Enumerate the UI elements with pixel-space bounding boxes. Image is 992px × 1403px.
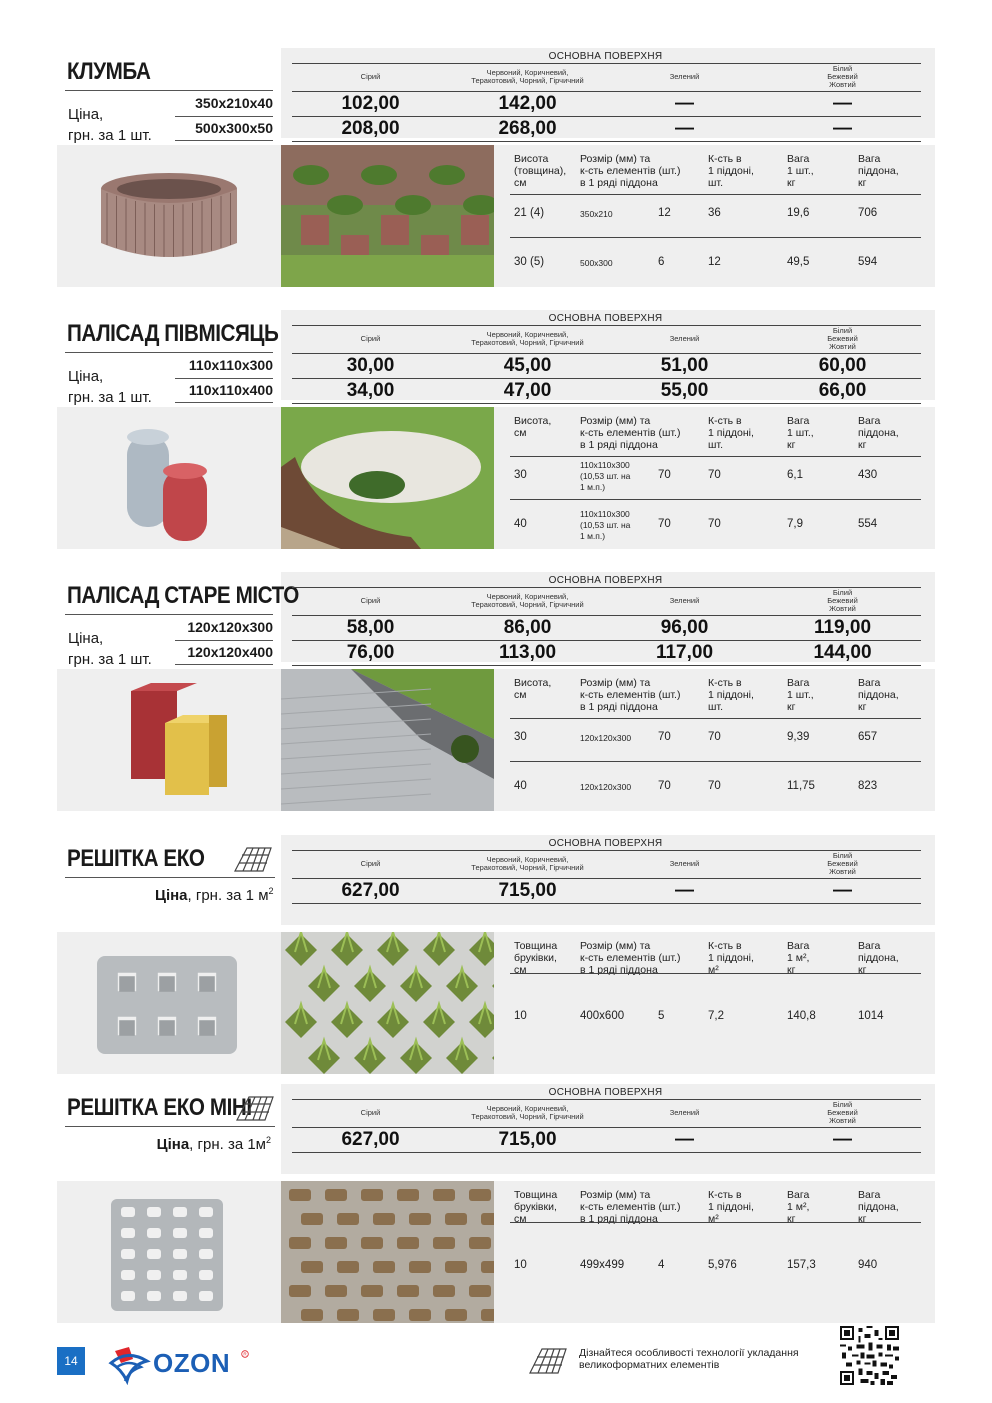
size-divider bbox=[175, 402, 273, 403]
colour-group-header bbox=[449, 593, 606, 609]
spec-header: К-сть в 1 піддоні, шт. bbox=[708, 153, 754, 189]
colour-group-header bbox=[606, 335, 763, 343]
header-rule bbox=[292, 615, 921, 616]
installation-photo-box bbox=[281, 669, 494, 811]
spec-cell: 940 bbox=[858, 1259, 878, 1271]
spec-header: К-сть в 1 піддоні, шт. bbox=[708, 677, 754, 713]
spec-cell: 5,976 bbox=[708, 1259, 737, 1271]
spec-cell: 30 bbox=[514, 731, 527, 743]
colour-group-line: Червоний, Коричневий, bbox=[486, 330, 569, 339]
product-section bbox=[57, 835, 935, 1075]
paving-grid-icon bbox=[235, 1094, 275, 1122]
footer-note-line1: Дізнайтеся особливості технології укладання bbox=[579, 1347, 799, 1359]
spec-rule bbox=[510, 194, 921, 195]
price-value: 96,00 bbox=[660, 617, 709, 638]
spec-cell: 19,6 bbox=[787, 207, 810, 219]
colour-group-line: Білий bbox=[832, 326, 853, 335]
price-value: — bbox=[833, 1129, 852, 1150]
price-value: 117,00 bbox=[655, 642, 714, 663]
header-rule bbox=[292, 1127, 921, 1128]
spec-header: Вага 1 м², кг bbox=[787, 1189, 810, 1225]
spec-cell: 4 bbox=[658, 1259, 665, 1271]
price-value: 142,00 bbox=[498, 93, 557, 114]
spec-cell: 657 bbox=[858, 731, 878, 743]
price-value: 627,00 bbox=[341, 880, 400, 901]
size-label: 110x110x400 bbox=[188, 382, 273, 398]
price-rule bbox=[292, 640, 921, 641]
colour-group-line: Жовтий bbox=[829, 80, 856, 89]
price-label-line1: Ціна, bbox=[68, 106, 104, 123]
colour-group-line: Теракотовий, Чорний, Гірчичний bbox=[471, 600, 584, 609]
colour-group-line: Зелений bbox=[669, 1108, 700, 1117]
spec-header: Вага піддона, кг bbox=[858, 940, 899, 976]
spec-cell: 11,75 bbox=[787, 780, 815, 792]
spec-header: Розмір (мм) та к-сть елементів (шт.) в 1 ряді піддона bbox=[580, 153, 681, 189]
price-label-sup: 2 bbox=[268, 886, 274, 896]
spec-cell: 70 bbox=[658, 518, 671, 530]
price-value: 627,00 bbox=[341, 1129, 400, 1150]
product-image-box bbox=[57, 407, 281, 549]
spec-header: Товщина бруківки, см bbox=[514, 940, 558, 976]
product-image-box bbox=[57, 1181, 281, 1323]
colour-group-line: Теракотовий, Чорний, Гірчичний bbox=[471, 863, 584, 872]
header-rule bbox=[292, 878, 921, 879]
installation-photo-box bbox=[281, 407, 494, 549]
product-title: КЛУМБА bbox=[67, 58, 151, 85]
spec-header: Висота, см bbox=[514, 677, 552, 701]
price-value: 66,00 bbox=[818, 380, 867, 401]
price-value: 144,00 bbox=[813, 642, 872, 663]
colour-group-line: Бежевий bbox=[827, 859, 858, 868]
spec-cell: 500x300 bbox=[580, 258, 613, 268]
qr-code-icon[interactable] bbox=[840, 1326, 899, 1385]
colour-group-line: Білий bbox=[832, 1100, 853, 1109]
size-label: 500x300x50 bbox=[195, 120, 273, 136]
colour-group-line: Білий bbox=[832, 64, 853, 73]
page-number: 14 bbox=[57, 1347, 85, 1375]
spec-header: Розмір (мм) та к-сть елементів (шт.) в 1 ряді піддона bbox=[580, 415, 681, 451]
spec-cell: 594 bbox=[858, 256, 878, 268]
colour-group-header bbox=[449, 331, 606, 347]
ozon-logo-text: OZON bbox=[153, 1348, 231, 1378]
surface-header: ОСНОВНА ПОВЕРХНЯ bbox=[548, 51, 663, 62]
price-value: 51,00 bbox=[660, 355, 709, 376]
spec-rule bbox=[510, 237, 921, 238]
price-label-line2: грн. за 1 шт. bbox=[68, 127, 152, 144]
header-rule bbox=[292, 1099, 921, 1100]
spec-cell: 49,5 bbox=[787, 256, 810, 268]
price-label-line1: Ціна, bbox=[68, 368, 104, 385]
price-value: 55,00 bbox=[660, 380, 709, 401]
header-rule bbox=[292, 91, 921, 92]
spec-cell: 110x110x300 (10,53 шт. на 1 м.п.) bbox=[580, 460, 631, 492]
colour-group-header bbox=[292, 860, 449, 868]
paving-grid-icon bbox=[233, 845, 273, 873]
spec-cell: 6,1 bbox=[787, 469, 803, 481]
price-value: 113,00 bbox=[498, 642, 557, 663]
spec-cell: 430 bbox=[858, 469, 878, 481]
title-divider bbox=[65, 352, 273, 353]
price-value: — bbox=[833, 118, 852, 139]
price-rule bbox=[292, 141, 921, 142]
spec-rule bbox=[510, 1222, 921, 1223]
surface-header: ОСНОВНА ПОВЕРХНЯ bbox=[548, 838, 663, 849]
product-title: РЕШІТКА ЕКО bbox=[67, 845, 205, 872]
spec-header: Вага піддона, кг bbox=[858, 1189, 899, 1225]
size-label: 120x120x400 bbox=[187, 644, 273, 660]
surface-header: ОСНОВНА ПОВЕРХНЯ bbox=[548, 575, 663, 586]
colour-group-line: Бежевий bbox=[827, 596, 858, 605]
price-label bbox=[68, 628, 152, 670]
title-divider bbox=[65, 1126, 275, 1127]
colour-group-line: Зелений bbox=[669, 334, 700, 343]
spec-cell: 10 bbox=[514, 1259, 527, 1271]
colour-group-line: Сірий bbox=[360, 1108, 381, 1117]
colour-group-line: Червоний, Коричневий, bbox=[486, 68, 569, 77]
spec-cell: 9,39 bbox=[787, 731, 810, 743]
title-divider bbox=[65, 877, 275, 878]
colour-group-line: Жовтий bbox=[829, 604, 856, 613]
size-divider bbox=[175, 640, 273, 641]
spec-cell: 40 bbox=[514, 780, 527, 792]
spec-header: Товщина бруківки, см bbox=[514, 1189, 558, 1225]
spec-cell: 110x110x300 (10,53 шт. на 1 м.п.) bbox=[580, 509, 631, 541]
product-image-box bbox=[57, 932, 281, 1074]
colour-group-header bbox=[292, 335, 449, 343]
spec-rule bbox=[510, 456, 921, 457]
spec-header: Розмір (мм) та к-сть елементів (шт.) в 1 ряді піддона bbox=[580, 677, 681, 713]
header-rule bbox=[292, 850, 921, 851]
price-value: 34,00 bbox=[346, 380, 395, 401]
colour-group-line: Зелений bbox=[669, 859, 700, 868]
size-label: 110x110x300 bbox=[188, 357, 273, 373]
installation-photo-box bbox=[281, 145, 494, 287]
colour-group-line: Білий bbox=[832, 851, 853, 860]
size-divider bbox=[175, 140, 273, 141]
spec-cell: 350x210 bbox=[580, 209, 613, 219]
spec-cell: 554 bbox=[858, 518, 878, 530]
product-section bbox=[57, 1084, 935, 1324]
spec-cell: 30 (5) bbox=[514, 256, 545, 268]
price-rule bbox=[292, 665, 921, 666]
spec-cell: 5 bbox=[658, 1010, 665, 1022]
price-rule bbox=[292, 403, 921, 404]
colour-group-line: Червоний, Коричневий, bbox=[486, 592, 569, 601]
spec-cell: 823 bbox=[858, 780, 878, 792]
colour-group-header bbox=[292, 597, 449, 605]
spec-header: Вага 1 шт., кг bbox=[787, 153, 814, 189]
price-value: 58,00 bbox=[346, 617, 395, 638]
price-rule bbox=[292, 1152, 921, 1153]
price-label-unit: , грн. за 1 м bbox=[187, 887, 269, 904]
price-value: — bbox=[833, 93, 852, 114]
price-value: 119,00 bbox=[813, 617, 872, 638]
product-section bbox=[57, 572, 935, 812]
spec-cell: 70 bbox=[708, 469, 721, 481]
price-value: 208,00 bbox=[341, 118, 400, 139]
colour-group-line: Бежевий bbox=[827, 334, 858, 343]
installation-photo bbox=[281, 669, 494, 811]
spec-cell: 1014 bbox=[858, 1010, 884, 1022]
price-value: 102,00 bbox=[341, 93, 400, 114]
spec-cell: 36 bbox=[708, 207, 721, 219]
spec-rule bbox=[510, 499, 921, 500]
price-value: 86,00 bbox=[503, 617, 552, 638]
spec-header: Вага піддона, кг bbox=[858, 153, 899, 189]
price-value: 30,00 bbox=[346, 355, 395, 376]
product-image bbox=[57, 407, 281, 549]
footer-note bbox=[579, 1347, 799, 1371]
price-value: — bbox=[675, 880, 694, 901]
size-divider bbox=[175, 664, 273, 665]
spec-header: К-сть в 1 піддоні, м² bbox=[708, 1189, 754, 1225]
title-divider bbox=[65, 90, 273, 91]
product-image bbox=[57, 145, 281, 287]
spec-cell: 7,2 bbox=[708, 1010, 724, 1022]
colour-group-header bbox=[606, 1109, 763, 1117]
colour-group-line: Зелений bbox=[669, 72, 700, 81]
spec-header: Вага 1 м², кг bbox=[787, 940, 810, 976]
price-label bbox=[155, 881, 274, 906]
colour-group-header bbox=[449, 1105, 606, 1121]
price-value: — bbox=[675, 93, 694, 114]
price-value: 76,00 bbox=[346, 642, 395, 663]
spec-cell: 40 bbox=[514, 518, 527, 530]
product-title: ПАЛІСАД ПІВМІСЯЦЬ bbox=[67, 320, 279, 347]
price-rule bbox=[292, 378, 921, 379]
spec-cell: 157,3 bbox=[787, 1259, 816, 1271]
spec-header: Висота (товщина), см bbox=[514, 153, 567, 189]
colour-group-line: Червоний, Коричневий, bbox=[486, 1104, 569, 1113]
price-label-line1: Ціна, bbox=[68, 630, 104, 647]
price-value: 60,00 bbox=[818, 355, 867, 376]
paving-layout-icon bbox=[528, 1345, 568, 1375]
colour-group-header bbox=[764, 852, 921, 876]
spec-header: Висота, см bbox=[514, 415, 552, 439]
size-divider bbox=[175, 116, 273, 117]
product-image bbox=[57, 1181, 281, 1323]
colour-group-header bbox=[764, 589, 921, 613]
header-rule bbox=[292, 353, 921, 354]
size-label: 350x210x40 bbox=[195, 95, 273, 111]
colour-group-line: Жовтий bbox=[829, 342, 856, 351]
colour-group-line: Жовтий bbox=[829, 1116, 856, 1125]
colour-group-line: Теракотовий, Чорний, Гірчичний bbox=[471, 76, 584, 85]
colour-group-header bbox=[606, 597, 763, 605]
spec-cell: 12 bbox=[708, 256, 721, 268]
svg-text:R: R bbox=[243, 1351, 247, 1357]
size-label: 120x120x300 bbox=[187, 619, 273, 635]
spec-cell: 70 bbox=[658, 731, 671, 743]
spec-cell: 140,8 bbox=[787, 1010, 816, 1022]
installation-photo-box bbox=[281, 1181, 494, 1323]
spec-cell: 499x499 bbox=[580, 1259, 625, 1271]
installation-photo bbox=[281, 407, 494, 549]
price-value: — bbox=[675, 1129, 694, 1150]
title-divider bbox=[65, 614, 273, 615]
colour-group-line: Сірий bbox=[360, 334, 381, 343]
spec-rule bbox=[510, 973, 921, 974]
spec-cell: 70 bbox=[708, 731, 721, 743]
surface-header: ОСНОВНА ПОВЕРХНЯ bbox=[548, 1087, 663, 1098]
price-label-line2: грн. за 1 шт. bbox=[68, 651, 152, 668]
spec-cell: 400x600 bbox=[580, 1010, 625, 1022]
installation-photo bbox=[281, 1181, 494, 1323]
colour-group-header bbox=[764, 1101, 921, 1125]
colour-group-line: Сірий bbox=[360, 596, 381, 605]
colour-group-header bbox=[292, 73, 449, 81]
colour-group-line: Жовтий bbox=[829, 867, 856, 876]
header-rule bbox=[292, 63, 921, 64]
header-rule bbox=[292, 587, 921, 588]
price-value: 715,00 bbox=[498, 880, 557, 901]
price-rule bbox=[292, 116, 921, 117]
colour-group-line: Сірий bbox=[360, 859, 381, 868]
spec-rule bbox=[510, 761, 921, 762]
footer-note-line2: великоформатних елементів bbox=[579, 1359, 720, 1371]
installation-photo-box bbox=[281, 932, 494, 1074]
colour-group-header bbox=[606, 73, 763, 81]
spec-cell: 70 bbox=[658, 780, 671, 792]
spec-cell: 12 bbox=[658, 207, 671, 219]
colour-group-line: Теракотовий, Чорний, Гірчичний bbox=[471, 1112, 584, 1121]
spec-cell: 120x120x300 bbox=[580, 782, 632, 792]
spec-cell: 706 bbox=[858, 207, 878, 219]
colour-group-line: Бежевий bbox=[827, 1108, 858, 1117]
price-label bbox=[68, 366, 152, 408]
colour-group-header bbox=[449, 69, 606, 85]
spec-cell: 10 bbox=[514, 1010, 527, 1022]
surface-header: ОСНОВНА ПОВЕРХНЯ bbox=[548, 313, 663, 324]
registered-mark-icon bbox=[241, 1350, 249, 1358]
spec-cell: 120x120x300 bbox=[580, 733, 632, 743]
product-section bbox=[57, 310, 935, 550]
colour-group-header bbox=[606, 860, 763, 868]
spec-cell: 70 bbox=[708, 518, 721, 530]
product-section bbox=[57, 48, 935, 288]
spec-header: Вага піддона, кг bbox=[858, 415, 899, 451]
spec-header: Вага піддона, кг bbox=[858, 677, 899, 713]
installation-photo bbox=[281, 145, 494, 287]
colour-group-line: Сірий bbox=[360, 72, 381, 81]
price-value: — bbox=[833, 880, 852, 901]
product-title: ПАЛІСАД СТАРЕ МІСТО bbox=[67, 582, 299, 609]
spec-rule bbox=[510, 718, 921, 719]
spec-cell: 70 bbox=[708, 780, 721, 792]
colour-group-line: Зелений bbox=[669, 596, 700, 605]
price-value: 715,00 bbox=[498, 1129, 557, 1150]
product-image-box bbox=[57, 669, 281, 811]
price-label-bold: Ціна bbox=[156, 1136, 190, 1153]
product-image-box bbox=[57, 145, 281, 287]
price-label-line2: грн. за 1 шт. bbox=[68, 389, 152, 406]
spec-cell: 30 bbox=[514, 469, 527, 481]
price-label-bold: Ціна bbox=[155, 887, 188, 904]
price-value: — bbox=[675, 118, 694, 139]
colour-group-header bbox=[292, 1109, 449, 1117]
product-image bbox=[57, 932, 281, 1074]
price-value: 47,00 bbox=[503, 380, 552, 401]
colour-group-header bbox=[449, 856, 606, 872]
colour-group-line: Червоний, Коричневий, bbox=[486, 855, 569, 864]
spec-cell: 6 bbox=[658, 256, 665, 268]
spec-header: К-сть в 1 піддоні, м² bbox=[708, 940, 754, 976]
spec-cell: 7,9 bbox=[787, 518, 803, 530]
header-rule bbox=[292, 325, 921, 326]
product-image bbox=[57, 669, 281, 811]
colour-group-line: Бежевий bbox=[827, 72, 858, 81]
price-label-unit: , грн. за 1м bbox=[189, 1136, 266, 1153]
price-value: 45,00 bbox=[503, 355, 552, 376]
price-label bbox=[155, 1130, 271, 1155]
spec-header: К-сть в 1 піддоні, шт. bbox=[708, 415, 754, 451]
size-divider bbox=[175, 378, 273, 379]
spec-cell: 70 bbox=[658, 469, 671, 481]
colour-group-line: Білий bbox=[832, 588, 853, 597]
spec-header: Розмір (мм) та к-сть елементів (шт.) в 1 ряді піддона bbox=[580, 940, 681, 976]
installation-photo bbox=[281, 932, 494, 1074]
product-title: РЕШІТКА ЕКО МІНІ bbox=[67, 1094, 252, 1121]
colour-group-line: Теракотовий, Чорний, Гірчичний bbox=[471, 338, 584, 347]
spec-header: Вага 1 шт., кг bbox=[787, 415, 814, 451]
price-rule bbox=[292, 903, 921, 904]
ozon-logo-icon bbox=[107, 1345, 153, 1385]
price-label-sup: 2 bbox=[265, 1135, 271, 1145]
spec-header: Вага 1 шт., кг bbox=[787, 677, 814, 713]
spec-cell: 21 (4) bbox=[514, 207, 545, 219]
spec-header: Розмір (мм) та к-сть елементів (шт.) в 1 ряді піддона bbox=[580, 1189, 681, 1225]
price-value: 268,00 bbox=[498, 118, 557, 139]
price-label bbox=[68, 104, 152, 146]
colour-group-header bbox=[764, 65, 921, 89]
colour-group-header bbox=[764, 327, 921, 351]
